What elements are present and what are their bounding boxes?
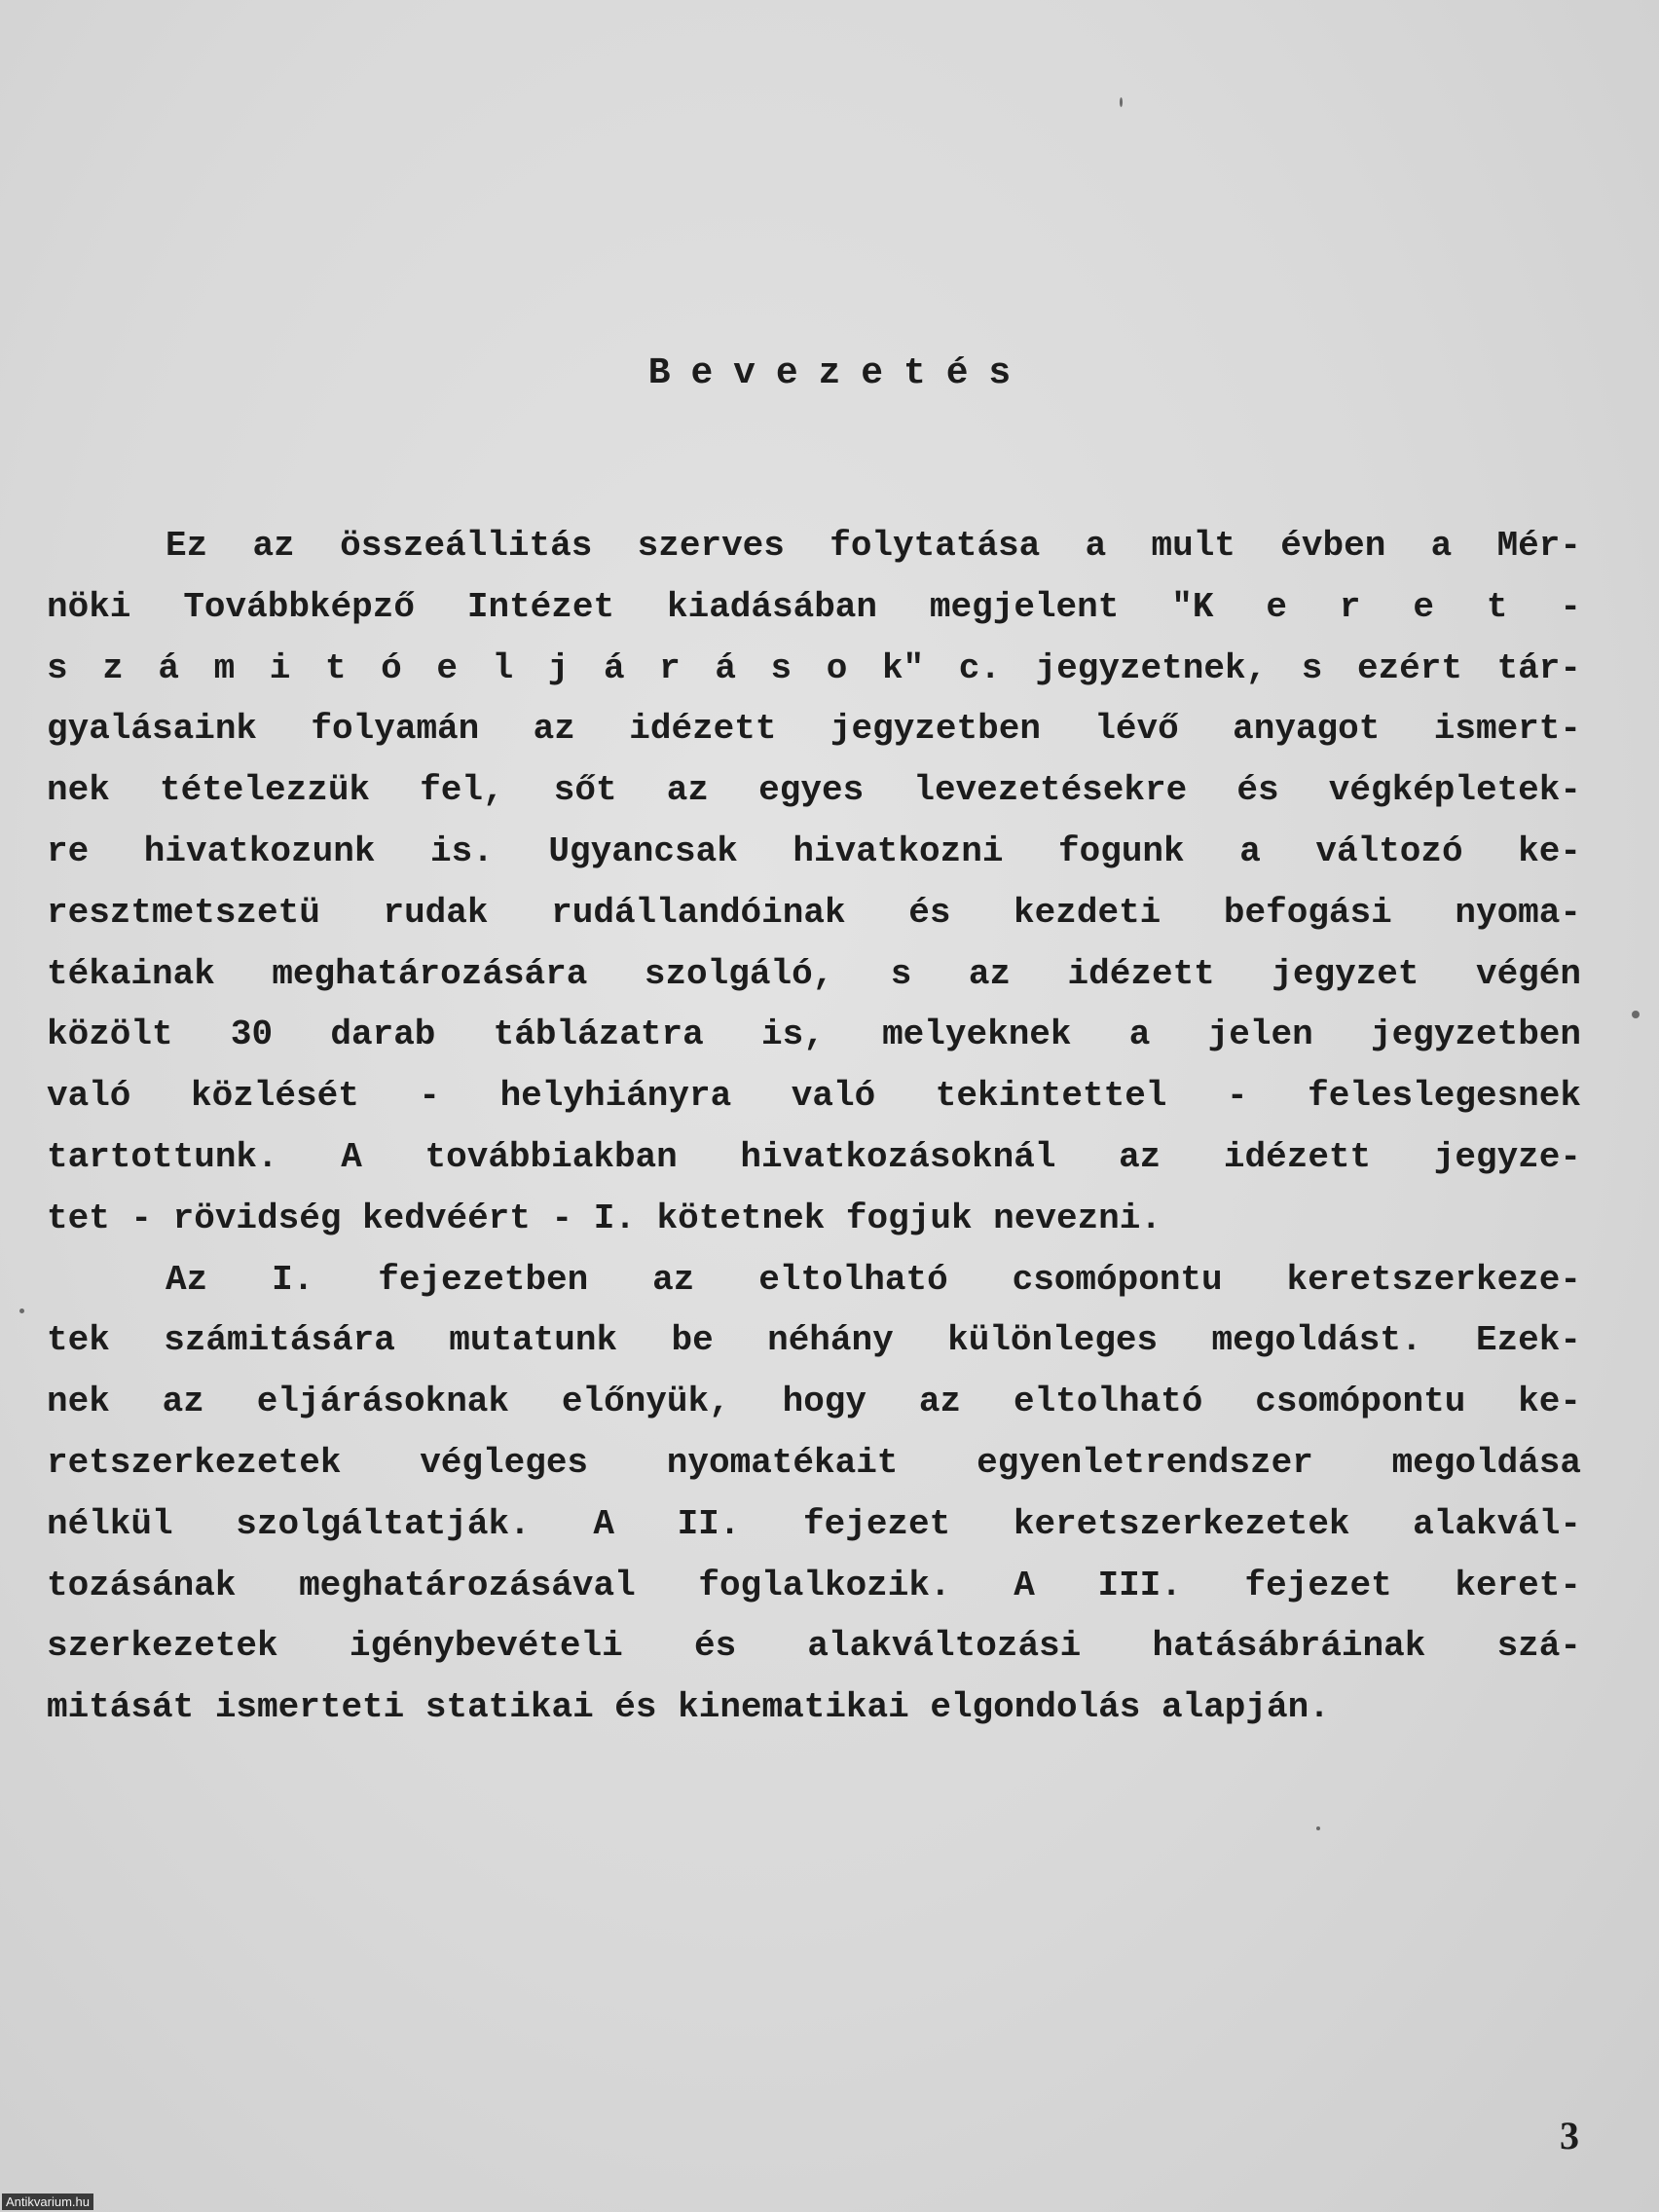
- text-line: való közlését - helyhiányra való tekintettel - feleslegesnek: [47, 1076, 1581, 1117]
- text-line: nek az eljárásoknak előnyük, hogy az eltolható csomópontu ke-: [47, 1382, 1581, 1422]
- text-line: tartottunk. A továbbiakban hivatkozásoknál az idézett jegyze-: [47, 1136, 1581, 1177]
- text-line: Ez az összeállitás szerves folytatása a mult évben a Mér-: [166, 526, 1581, 566]
- text-line: Az I. fejezetben az eltolható csomópontu keretszerkeze-: [166, 1259, 1581, 1300]
- text-line: tozásának meghatározásával foglalkozik. A III. fejezet keret-: [47, 1565, 1581, 1605]
- text-line: re hivatkozunk is. Ugyancsak hivatkozni fogunk a változó ke-: [47, 830, 1581, 871]
- paper-speck: [1632, 1011, 1640, 1018]
- document-title: Bevezetés: [647, 352, 1032, 394]
- text-line: resztmetszetü rudak rudállandóinak és kezdeti befogási nyoma-: [47, 892, 1581, 933]
- text-line: gyalásaink folyamán az idézett jegyzetben lévő anyagot ismert-: [47, 709, 1581, 750]
- text-line: retszerkezetek végleges nyomatékait egyenletrendszer megoldása: [47, 1442, 1581, 1483]
- page-number: 3: [1560, 2114, 1579, 2157]
- paper-speck: [19, 1309, 24, 1313]
- text-line: nélkül szolgáltatják. A II. fejezet keretszerkezetek alakvál-: [47, 1503, 1581, 1544]
- paper-speck: [1120, 97, 1123, 107]
- text-line: mitását ismerteti statikai és kinematikai elgondolás alapján.: [47, 1687, 1330, 1728]
- watermark-label: Antikvarium.hu: [2, 2194, 93, 2210]
- text-line: nek tételezzük fel, sőt az egyes levezetésekre és végképletek-: [47, 770, 1581, 811]
- text-line: tet - rövidség kedvéért - I. kötetnek fogjuk nevezni.: [47, 1198, 1161, 1238]
- text-line: nöki Továbbképző Intézet kiadásában megjelent "K e r e t -: [47, 586, 1581, 627]
- paper-speck: [1316, 1826, 1320, 1830]
- body-text: [47, 516, 1581, 1739]
- text-line: tek számitására mutatunk be néhány különleges megoldást. Ezek-: [47, 1320, 1581, 1361]
- text-line: s z á m i t ó e l j á r á s o k" c. jegyzetnek, s ezért tár-: [47, 647, 1581, 688]
- text-line: tékainak meghatározására szolgáló, s az idézett jegyzet végén: [47, 953, 1581, 994]
- text-line: szerkezetek igénybevételi és alakváltozási hatásábráinak szá-: [47, 1626, 1581, 1667]
- text-line: közölt 30 darab táblázatra is, melyeknek a jelen jegyzetben: [47, 1014, 1581, 1055]
